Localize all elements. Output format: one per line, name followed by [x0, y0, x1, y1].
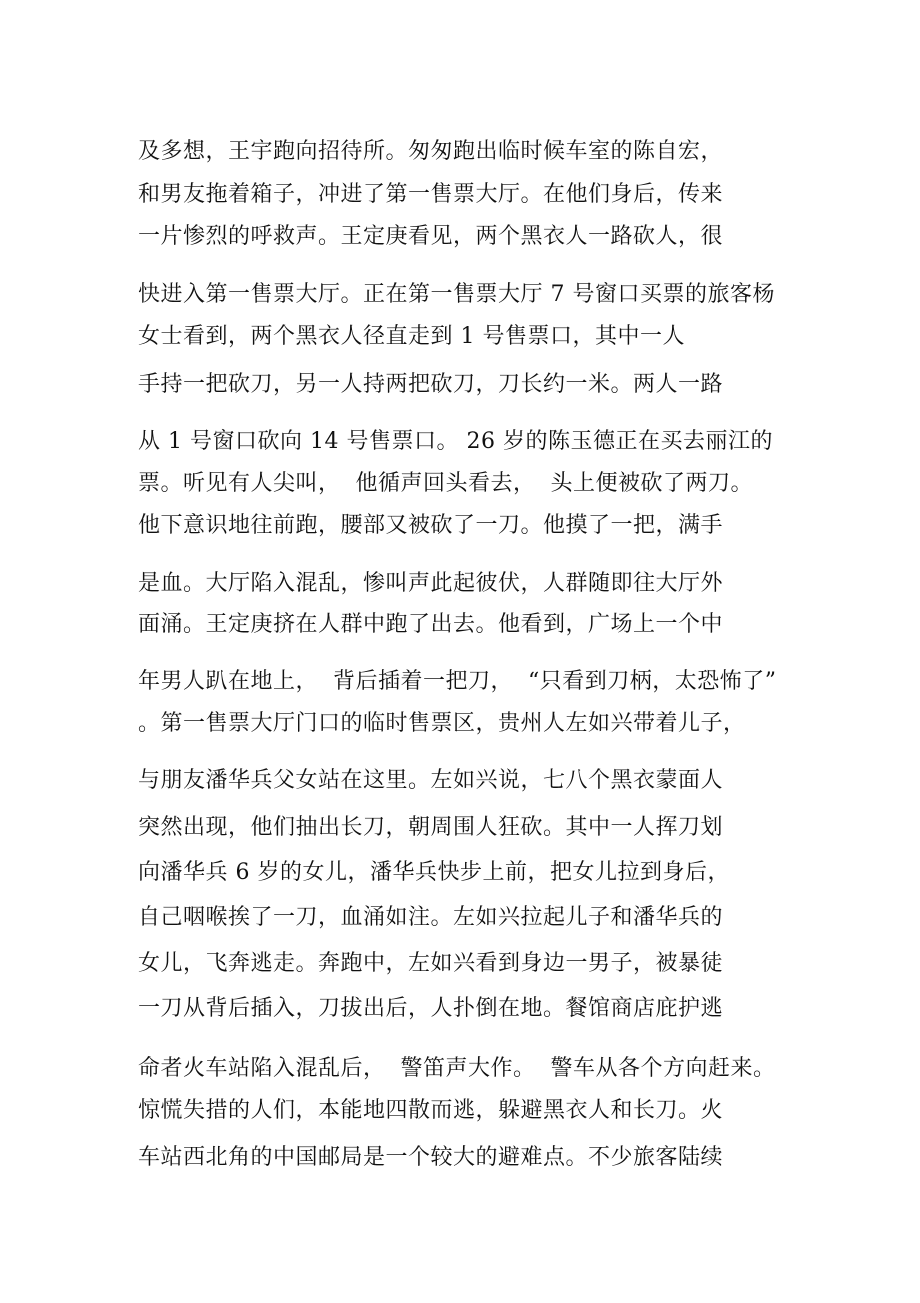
- text-line: 是血。大厅陷入混乱，惨叫声此起彼伏，人群随即往大厅外: [138, 571, 724, 596]
- text-line: 自己咽喉挨了一刀，血涌如注。左如兴拉起儿子和潘华兵的: [138, 905, 724, 930]
- text-line: 面涌。王定庚挤在人群中跑了出去。他看到，广场上一个中: [138, 612, 724, 637]
- text-line: 年男人趴在地上， 背后插着一把刀， “只看到刀柄，太恐怖了”: [138, 669, 777, 694]
- text-line: 票。听见有人尖叫， 他循声回头看去， 头上便被砍了两刀。: [138, 471, 753, 496]
- text-line: 和男友拖着箱子，冲进了第一售票大厅。在他们身后，传来: [138, 182, 724, 207]
- text-line: 。第一售票大厅门口的临时售票区，贵州人左如兴带着儿子，: [138, 711, 746, 736]
- text-line: 命者火车站陷入混乱后， 警笛声大作。 警车从各个方向赶来。: [138, 1056, 776, 1081]
- text-line: 他下意识地往前跑，腰部又被砍了一刀。他摸了一把，满手: [138, 513, 724, 538]
- text-line: 一片惨烈的呼救声。王定庚看见，两个黑衣人一路砍人，很: [138, 224, 724, 249]
- text-line: 及多想，王宇跑向招待所。匆匆跑出临时候车室的陈自宏，: [138, 139, 724, 164]
- text-line: 手持一把砍刀，另一人持两把砍刀，刀长约一米。两人一路: [138, 372, 724, 397]
- text-line: 车站西北角的中国邮局是一个较大的避难点。不少旅客陆续: [138, 1145, 724, 1170]
- text-line: 女士看到，两个黑衣人径直走到 1 号售票口，其中一人: [138, 324, 685, 349]
- text-line: 快进入第一售票大厅。正在第一售票大厅 7 号窗口买票的旅客杨: [138, 282, 775, 307]
- text-line: 从 1 号窗口砍向 14 号售票口。 26 岁的陈玉德正在买去丽江的: [138, 429, 773, 454]
- text-line: 突然出现，他们抽出长刀，朝周围人狂砍。其中一人挥刀划: [138, 815, 724, 840]
- text-line: 向潘华兵 6 岁的女儿，潘华兵快步上前，把女儿拉到身后，: [138, 860, 730, 885]
- text-line: 与朋友潘华兵父女站在这里。左如兴说，七八个黑衣蒙面人: [138, 768, 724, 793]
- text-line: 惊慌失措的人们，本能地四散而逃，躲避黑衣人和长刀。火: [138, 1098, 724, 1123]
- text-line: 一刀从背后插入，刀拔出后，人扑倒在地。餐馆商店庇护逃: [138, 996, 724, 1021]
- text-line: 女儿，飞奔逃走。奔跑中，左如兴看到身边一男子，被暴徒: [138, 951, 724, 976]
